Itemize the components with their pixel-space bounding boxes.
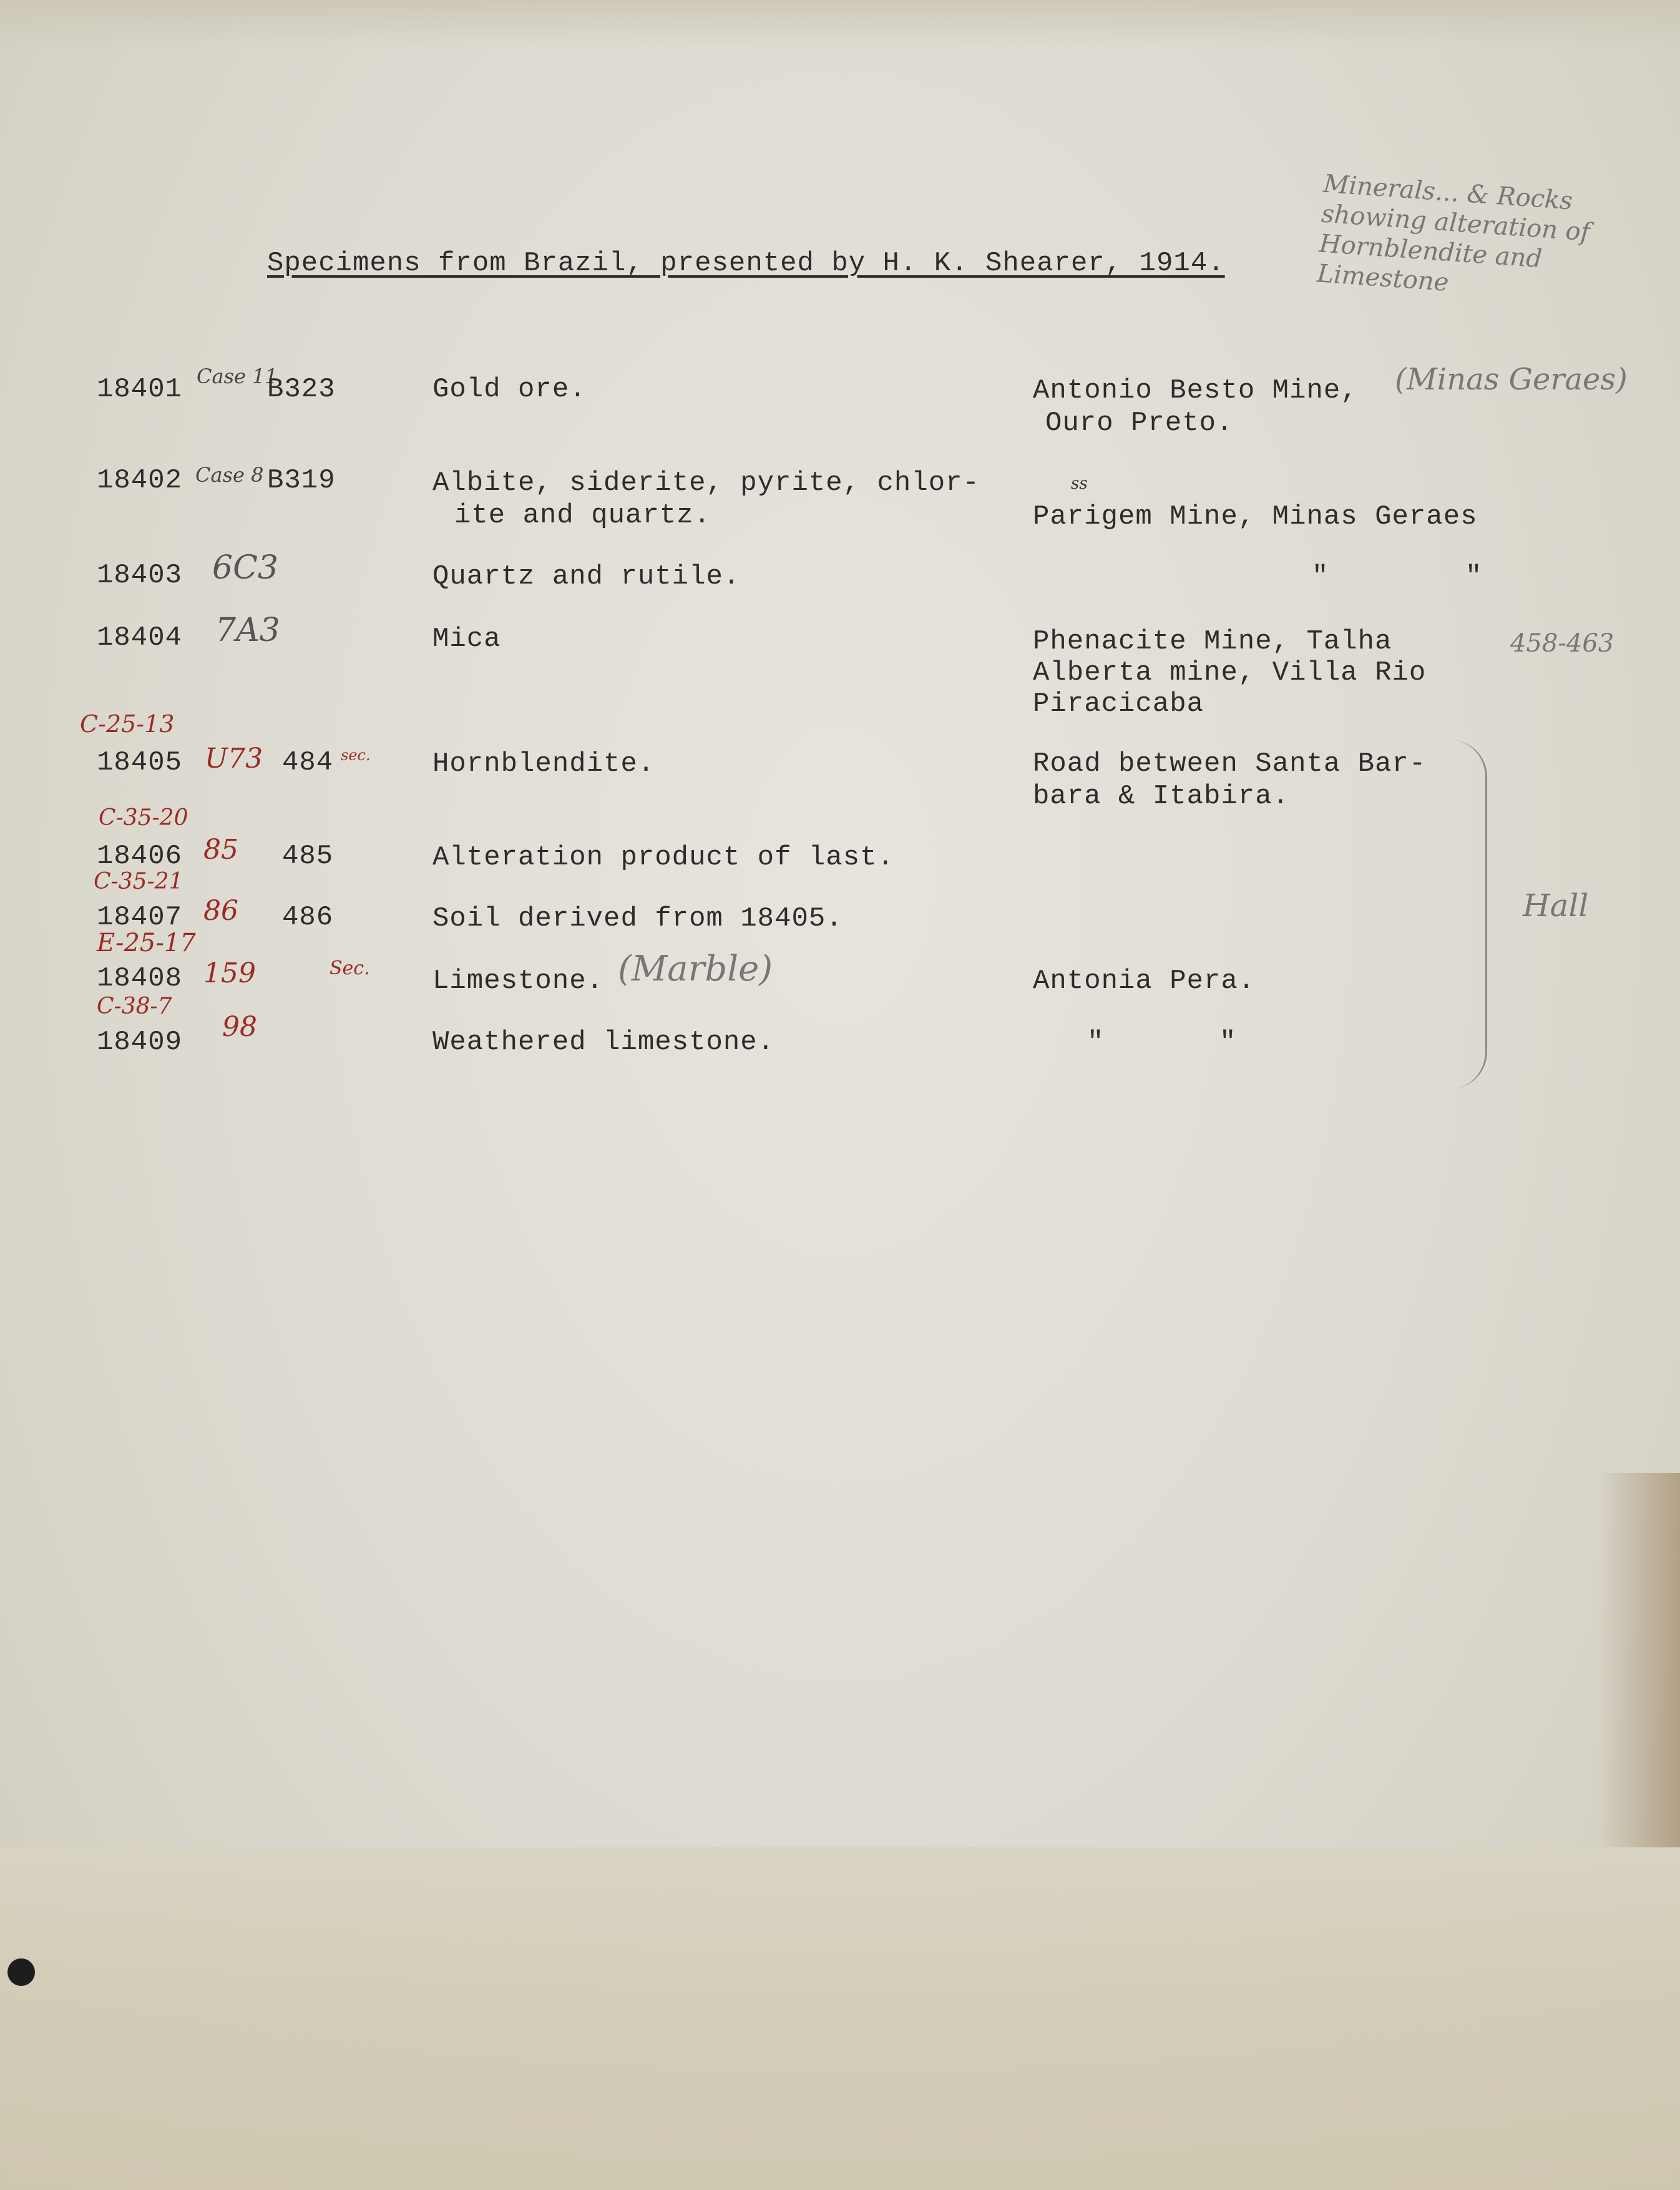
specimen-description: Alteration product of last. [432, 842, 894, 873]
ditto-mark: " [1087, 1027, 1105, 1058]
bracket-mark [1435, 740, 1487, 1089]
specimen-description: Soil derived from 18405. [432, 903, 843, 934]
specimen-number: 18402 [97, 465, 183, 496]
locality-line-3: Piracicaba [1033, 688, 1204, 720]
case-note: Case 11 [197, 364, 278, 388]
specimen-number: 18407 [97, 902, 183, 933]
ditto-mark: " [1465, 561, 1483, 592]
catalog-handwritten: 6C3 [212, 549, 278, 587]
red-location-code: E-25-17 [97, 929, 196, 957]
title-pencil-note: Minerals... & Rocks showing alteration of Hornblendite and Limestone [1316, 169, 1591, 297]
document-title: Specimens from Brazil, presented by H. K. Shearer, 1914. [267, 248, 1225, 279]
red-number-note: 98 [222, 1011, 257, 1043]
catalog-number: B319 [267, 465, 336, 496]
red-location-code: C-35-20 [99, 805, 188, 831]
water-stain-bottom [0, 1847, 1680, 2190]
paper-top-edge [0, 0, 1680, 50]
locality-pencil-note: (Minas Geraes) [1395, 362, 1628, 397]
ditto-mark: " [1312, 561, 1329, 592]
specimen-number: 18401 [97, 374, 183, 405]
red-location-code: C-25-13 [80, 710, 175, 738]
section-note: sec. [341, 746, 371, 764]
specimen-description: Albite, siderite, pyrite, chlor- [432, 467, 980, 499]
locality-line-2: Ouro Preto. [1045, 408, 1234, 439]
specimen-number: 18404 [97, 622, 183, 653]
specimen-number: 18408 [97, 963, 183, 994]
locality: Antonio Besto Mine, [1033, 375, 1358, 406]
column-3-number: 486 [282, 902, 334, 933]
hall-pencil-note: Hall [1523, 887, 1589, 924]
locality: Antonia Pera. [1033, 965, 1256, 997]
locality-correction-note: ss [1071, 474, 1088, 493]
specimen-description: Gold ore. [432, 374, 587, 405]
case-note: Case 8 [195, 463, 264, 487]
red-number-note: U73 [205, 743, 263, 775]
specimen-number: 18406 [97, 841, 183, 872]
specimen-description: Mica [432, 623, 501, 655]
red-location-code: C-38-7 [97, 994, 172, 1019]
catalog-number: B323 [267, 374, 336, 405]
section-note: Sec. [330, 957, 370, 979]
locality-line-2: bara & Itabira. [1033, 781, 1290, 812]
catalog-handwritten: 7A3 [215, 612, 280, 649]
description-pencil-note: (Marble) [618, 949, 773, 989]
locality: Parigem Mine, Minas Geraes [1033, 501, 1478, 532]
specimen-number: 18403 [97, 560, 183, 591]
locality-line-2: Alberta mine, Villa Rio [1033, 657, 1427, 688]
ditto-mark: " [1219, 1027, 1237, 1058]
specimen-number: 18405 [97, 747, 183, 778]
locality: Phenacite Mine, Talha [1033, 626, 1392, 657]
specimen-description-line-2: ite and quartz. [454, 500, 711, 531]
specimen-number: 18409 [97, 1027, 183, 1058]
specimen-description: Quartz and rutile. [432, 561, 741, 592]
ink-blot [7, 1958, 35, 1986]
specimen-description: Weathered limestone. [432, 1027, 775, 1058]
red-location-code: C-35-21 [94, 869, 183, 894]
red-number-note: 159 [203, 957, 256, 989]
specimen-description: Hornblendite. [432, 748, 655, 780]
red-number-note: 85 [203, 834, 238, 866]
range-pencil-note: 458-463 [1510, 629, 1614, 658]
column-3-number: 485 [282, 841, 334, 872]
water-stain-right [1598, 1473, 1680, 1847]
red-number-note: 86 [203, 895, 238, 927]
locality: Road between Santa Bar- [1033, 748, 1427, 780]
specimen-description: Limestone. [432, 965, 604, 997]
column-3-number: 484 [282, 747, 334, 778]
